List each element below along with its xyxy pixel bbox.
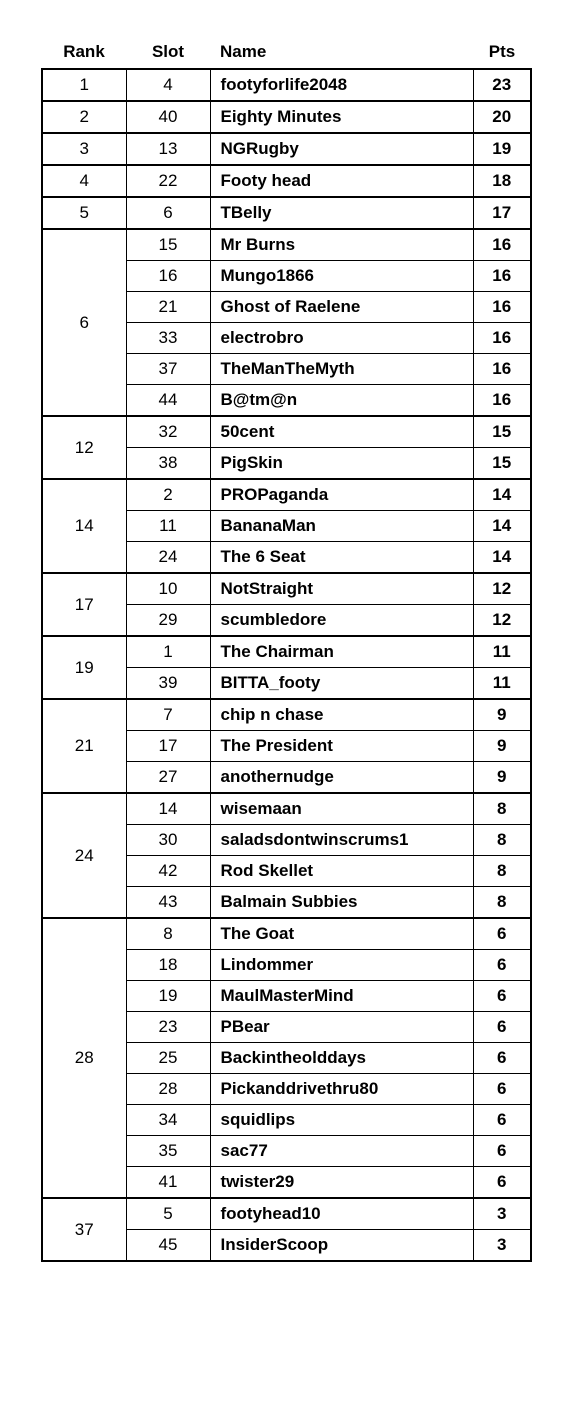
pts-cell: 23 (473, 69, 531, 101)
header-pts: Pts (488, 42, 516, 61)
slot-cell: 17 (126, 731, 210, 762)
pts-cell: 6 (473, 1167, 531, 1199)
table-row (42, 69, 531, 101)
table-row (42, 699, 531, 731)
slot-cell: 30 (126, 825, 210, 856)
pts-cell: 16 (473, 229, 531, 261)
rank-cell: 5 (42, 197, 126, 229)
slot-cell: 5 (126, 1198, 210, 1230)
pts-cell: 3 (473, 1198, 531, 1230)
table-row (42, 197, 531, 229)
rank-cell: 21 (42, 699, 126, 793)
slot-cell: 14 (126, 793, 210, 825)
header-rank: Rank (63, 42, 105, 61)
slot-cell: 25 (126, 1043, 210, 1074)
name-cell: NotStraight (210, 573, 473, 605)
pts-cell: 6 (473, 918, 531, 950)
pts-cell: 12 (473, 605, 531, 637)
slot-cell: 39 (126, 668, 210, 700)
pts-cell: 20 (473, 101, 531, 133)
slot-cell: 45 (126, 1230, 210, 1262)
table-row (42, 573, 531, 605)
slot-cell: 43 (126, 887, 210, 919)
name-cell: chip n chase (210, 699, 473, 731)
name-cell: footyforlife2048 (210, 69, 473, 101)
table-row (42, 101, 531, 133)
rank-cell: 6 (42, 229, 126, 416)
pts-cell: 17 (473, 197, 531, 229)
pts-cell: 8 (473, 825, 531, 856)
pts-cell: 9 (473, 762, 531, 794)
pts-cell: 8 (473, 793, 531, 825)
pts-cell: 8 (473, 856, 531, 887)
pts-cell: 16 (473, 354, 531, 385)
slot-cell: 44 (126, 385, 210, 417)
rank-cell: 14 (42, 479, 126, 573)
rank-cell: 17 (42, 573, 126, 636)
leaderboard-table (41, 36, 532, 1262)
slot-cell: 37 (126, 354, 210, 385)
name-cell: MaulMasterMind (210, 981, 473, 1012)
pts-cell: 6 (473, 981, 531, 1012)
pts-cell: 15 (473, 416, 531, 448)
slot-cell: 1 (126, 636, 210, 668)
name-cell: TheManTheMyth (210, 354, 473, 385)
name-cell: Eighty Minutes (210, 101, 473, 133)
name-cell: anothernudge (210, 762, 473, 794)
pts-cell: 12 (473, 573, 531, 605)
pts-cell: 6 (473, 1012, 531, 1043)
slot-cell: 11 (126, 511, 210, 542)
rank-cell: 28 (42, 918, 126, 1198)
slot-cell: 33 (126, 323, 210, 354)
rank-cell: 4 (42, 165, 126, 197)
pts-cell: 16 (473, 292, 531, 323)
name-cell: NGRugby (210, 133, 473, 165)
pts-cell: 16 (473, 323, 531, 354)
slot-cell: 19 (126, 981, 210, 1012)
pts-cell: 6 (473, 1105, 531, 1136)
name-cell: Backintheolddays (210, 1043, 473, 1074)
table-body (42, 69, 531, 1261)
slot-cell: 2 (126, 479, 210, 511)
table-row (42, 636, 531, 668)
slot-cell: 41 (126, 1167, 210, 1199)
rank-cell: 3 (42, 133, 126, 165)
name-cell: B@tm@n (210, 385, 473, 417)
slot-cell: 8 (126, 918, 210, 950)
name-cell: saladsdontwinscrums1 (210, 825, 473, 856)
table-header (42, 36, 531, 69)
table-row (42, 479, 531, 511)
name-cell: Footy head (210, 165, 473, 197)
name-cell: InsiderScoop (210, 1230, 473, 1262)
slot-cell: 28 (126, 1074, 210, 1105)
pts-cell: 8 (473, 887, 531, 919)
slot-cell: 4 (126, 69, 210, 101)
table-row (42, 918, 531, 950)
pts-cell: 19 (473, 133, 531, 165)
pts-cell: 9 (473, 699, 531, 731)
slot-cell: 13 (126, 133, 210, 165)
pts-cell: 6 (473, 1136, 531, 1167)
name-cell: footyhead10 (210, 1198, 473, 1230)
pts-cell: 6 (473, 1074, 531, 1105)
header-slot: Slot (151, 42, 185, 61)
pts-cell: 15 (473, 448, 531, 480)
slot-cell: 24 (126, 542, 210, 574)
slot-cell: 10 (126, 573, 210, 605)
slot-cell: 18 (126, 950, 210, 981)
name-cell: Rod Skellet (210, 856, 473, 887)
pts-cell: 6 (473, 950, 531, 981)
slot-cell: 7 (126, 699, 210, 731)
rank-cell: 37 (42, 1198, 126, 1261)
name-cell: Mungo1866 (210, 261, 473, 292)
name-cell: Lindommer (210, 950, 473, 981)
pts-cell: 6 (473, 1043, 531, 1074)
slot-cell: 6 (126, 197, 210, 229)
name-cell: The 6 Seat (210, 542, 473, 574)
rank-cell: 12 (42, 416, 126, 479)
name-cell: PBear (210, 1012, 473, 1043)
pts-cell: 11 (473, 668, 531, 700)
name-cell: Balmain Subbies (210, 887, 473, 919)
pts-cell: 18 (473, 165, 531, 197)
name-cell: sac77 (210, 1136, 473, 1167)
slot-cell: 29 (126, 605, 210, 637)
rank-cell: 19 (42, 636, 126, 699)
pts-cell: 14 (473, 511, 531, 542)
slot-cell: 42 (126, 856, 210, 887)
name-cell: The President (210, 731, 473, 762)
slot-cell: 40 (126, 101, 210, 133)
table-row (42, 133, 531, 165)
name-cell: scumbledore (210, 605, 473, 637)
name-cell: Mr Burns (210, 229, 473, 261)
name-cell: squidlips (210, 1105, 473, 1136)
rank-cell: 2 (42, 101, 126, 133)
name-cell: BITTA_footy (210, 668, 473, 700)
table-row (42, 165, 531, 197)
table-row (42, 1198, 531, 1230)
slot-cell: 15 (126, 229, 210, 261)
slot-cell: 35 (126, 1136, 210, 1167)
name-cell: Pickanddrivethru80 (210, 1074, 473, 1105)
pts-cell: 9 (473, 731, 531, 762)
slot-cell: 27 (126, 762, 210, 794)
header-name: Name (220, 42, 267, 61)
slot-cell: 22 (126, 165, 210, 197)
pts-cell: 11 (473, 636, 531, 668)
pts-cell: 16 (473, 385, 531, 417)
pts-cell: 14 (473, 542, 531, 574)
name-cell: BananaMan (210, 511, 473, 542)
slot-cell: 32 (126, 416, 210, 448)
slot-cell: 38 (126, 448, 210, 480)
name-cell: PROPaganda (210, 479, 473, 511)
slot-cell: 16 (126, 261, 210, 292)
name-cell: electrobro (210, 323, 473, 354)
slot-cell: 23 (126, 1012, 210, 1043)
name-cell: The Chairman (210, 636, 473, 668)
table-row (42, 793, 531, 825)
slot-cell: 34 (126, 1105, 210, 1136)
pts-cell: 16 (473, 261, 531, 292)
header-row (42, 36, 531, 69)
name-cell: wisemaan (210, 793, 473, 825)
slot-cell: 21 (126, 292, 210, 323)
pts-cell: 3 (473, 1230, 531, 1262)
name-cell: twister29 (210, 1167, 473, 1199)
table-row (42, 229, 531, 261)
pts-cell: 14 (473, 479, 531, 511)
table-row (42, 416, 531, 448)
rank-cell: 24 (42, 793, 126, 918)
name-cell: PigSkin (210, 448, 473, 480)
name-cell: Ghost of Raelene (210, 292, 473, 323)
name-cell: TBelly (210, 197, 473, 229)
name-cell: The Goat (210, 918, 473, 950)
rank-cell: 1 (42, 69, 126, 101)
name-cell: 50cent (210, 416, 473, 448)
